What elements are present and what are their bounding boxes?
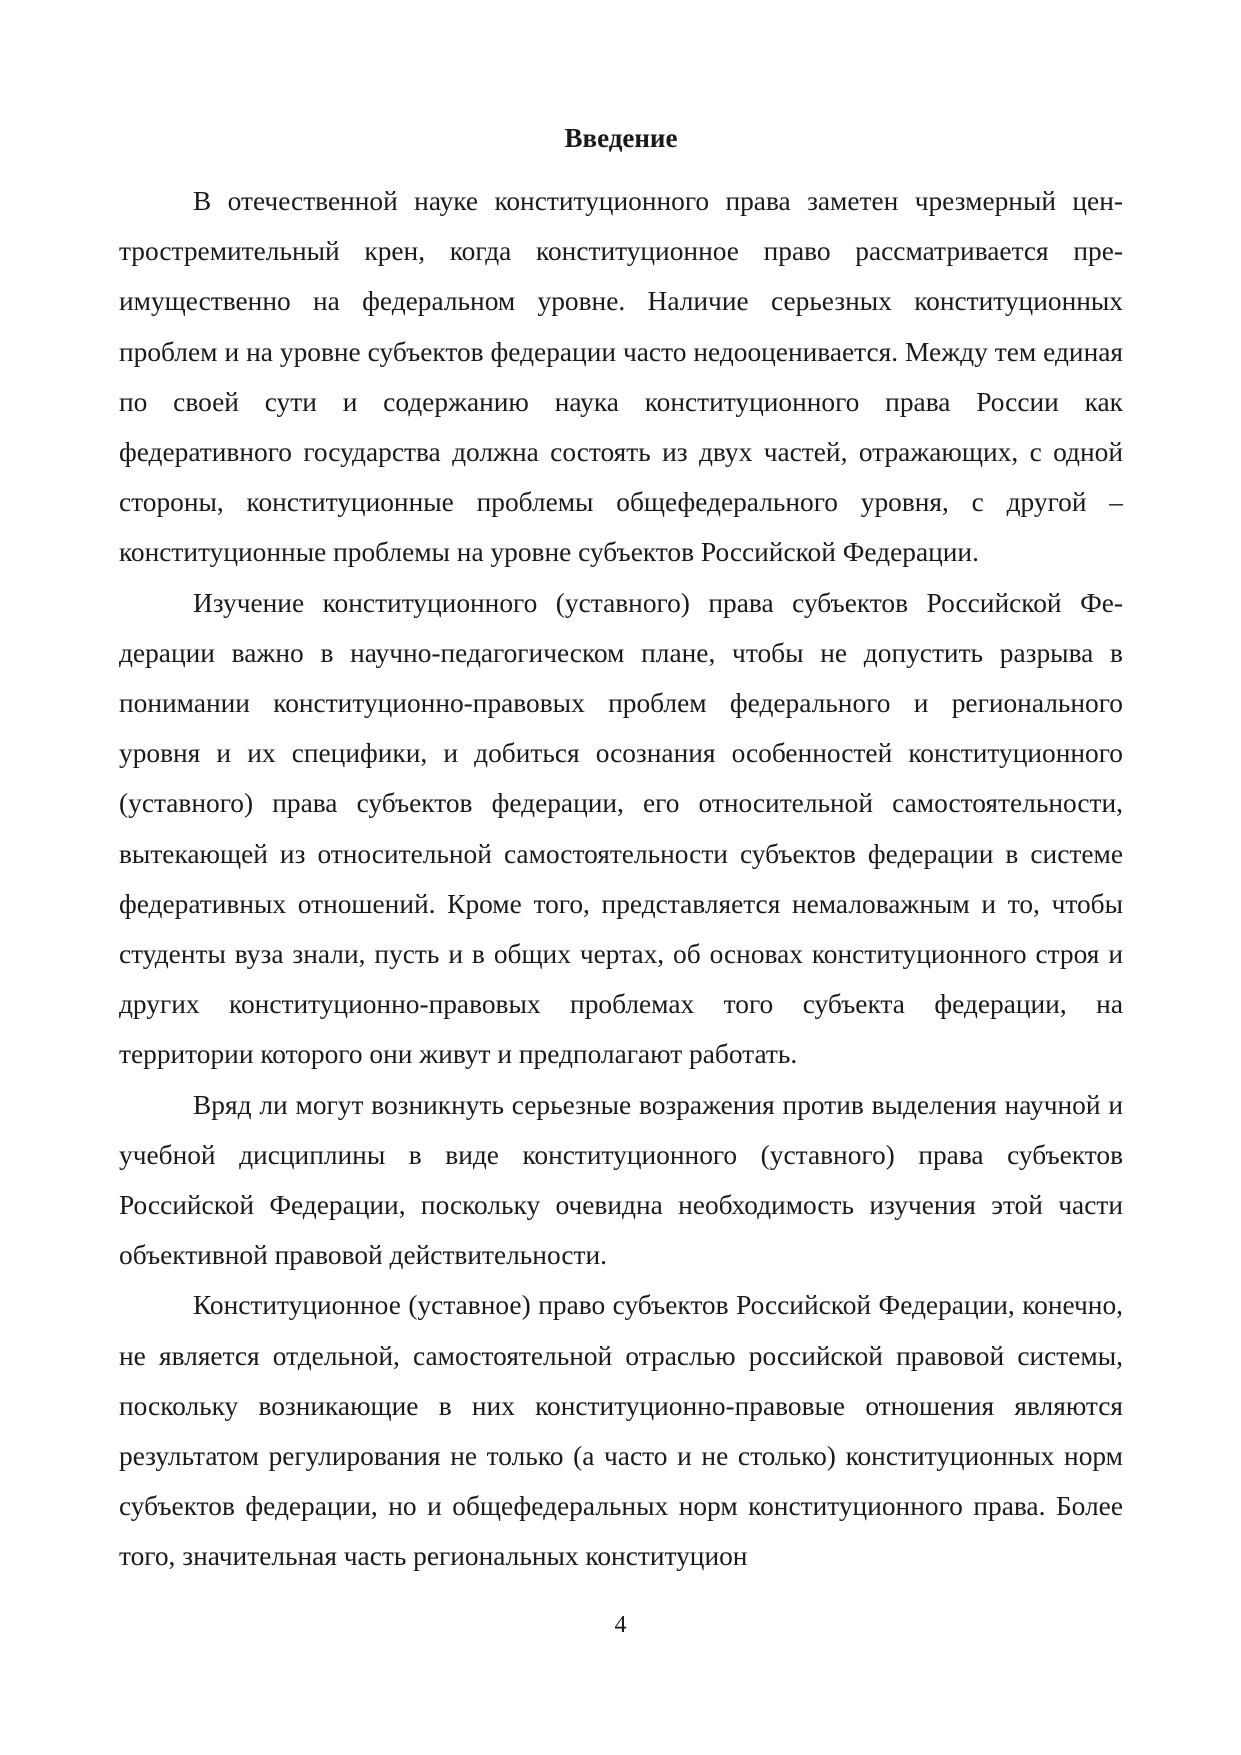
page-number: 4: [614, 1612, 627, 1638]
paragraph-2: Изучение конституционного (уставного) права субъектов Российской Федерации важно в научно-педагогическом плане, чтобы не допустить разрыва в понимании конституционно-правовых проблем федерального и регионального уровня и их специфики, и добиться осознания особенностей конституционного (уставного) права субъектов федерации, его относительной самостоятельности, вытекающей из относительной самостоятельности субъектов федерации в системе федеративных отношений. Кроме того, представляется немаловажным и то, чтобы студенты вуза знали, пусть и в общих чертах, об основах конституционного строя и других конституционно-правовых проблемах того субъекта федерации, на территории которого они живут и предполагают работать.: [119, 587, 1123, 1070]
page-content: [119, 118, 1123, 1582]
paragraph-1: В отечественной науке конституционного права заметен чрезмерный центростремительный крен, когда конституционное право рассматривается преимущественно на федеральном уровне. Наличие серьезных конституционных проблем и на уровне субъектов федерации часто недооценивается. Между тем единая по своей сути и содержанию наука конституционного права России как федеративного государства должна состоять из двух частей, отражающих, с одной стороны, конституционные проблемы общефедерального уровня, с другой – конституционные проблемы на уровне субъектов Российской Федерации.: [119, 186, 1123, 568]
paragraph-4: Конституционное (уставное) право субъектов Российской Федерации, конечно, не является отдельной, самостоятельной отраслью российской правовой системы, поскольку возникающие в них конституционно-правовые отношения являются результатом регулирования не только (а часто и не столько) конституционных норм субъектов федерации, но и общефедеральных норм конституционного права. Более того, значительная часть региональных конституцион: [119, 1290, 1123, 1572]
paragraph-3: Вряд ли могут возникнуть серьезные возражения против выделения научной и учебной дисциплины в виде конституционного (уставного) права субъектов Российской Федерации, поскольку очевидна необходимость изучения этой части объективной правовой действительности.: [119, 1089, 1123, 1271]
page-title: Введение: [564, 123, 678, 153]
